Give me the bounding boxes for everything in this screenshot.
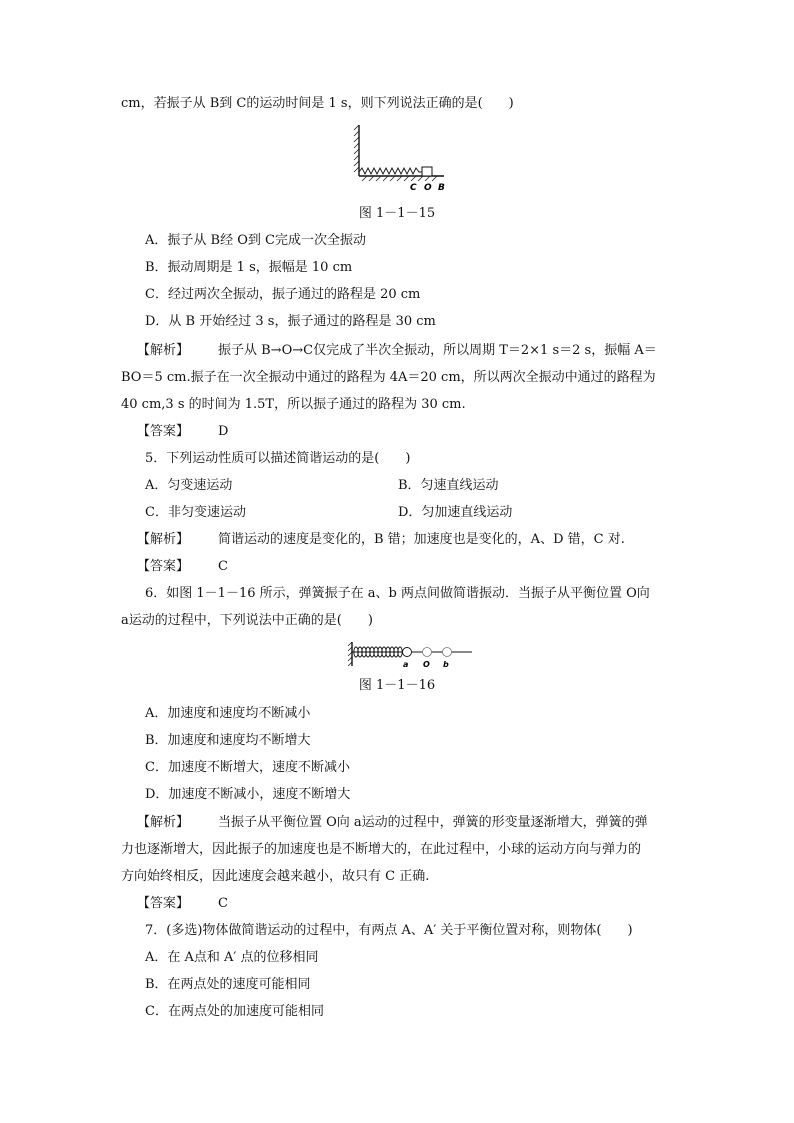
q4-analysis-line-3: 40 cm,3 s 的时间为 1.5T，所以振子通过的路程为 30 cm. [121,397,466,412]
q4-option-d: D．从 B 开始经过 3 s，振子通过的路程是 30 cm [145,314,436,329]
q6-answer-tag: 【答案】 [137,896,190,911]
q4-option-c: C．经过两次全振动，振子通过的路程是 20 cm [145,287,421,302]
label-O: O [424,183,432,193]
figure-caption-16: 图 1－1－16 [358,678,436,693]
q4-stem-tail: cm，若振子从 B到 C的运动时间是 1 s，则下列说法正确的是( ) [121,96,514,111]
floor-hatch [362,176,437,181]
ball-at-O [423,648,432,657]
q6-answer: C [218,896,228,911]
oscillator-block [422,167,432,176]
q7-option-c: C．在两点处的加速度可能相同 [145,1004,324,1019]
q4-option-a: A．振子从 B经 O到 C完成一次全振动 [145,233,366,248]
q6-option-b: B．加速度和速度均不断增大 [145,733,311,748]
label-a: a [403,660,409,669]
q7-option-b: B．在两点处的速度可能相同 [145,977,311,992]
q4-analysis-line-1: 振子从 B→O→C仅完成了半次全振动，所以周期 T＝2×1 s＝2 s，振幅 A＝ [218,343,657,358]
q6-analysis-tag: 【解析】 [137,815,190,830]
q4-answer-tag: 【答案】 [137,424,190,439]
figure-caption-15: 图 1－1－15 [358,206,436,221]
label-C: C [410,183,417,193]
q4-analysis-line-2: BO＝5 cm.振子在一次全振动中通过的路程为 4A＝20 cm，所以两次全振动中通过的路程为 [121,370,656,385]
q5-answer: C [218,559,228,574]
ball-at-b [443,648,452,657]
spring [359,168,422,174]
q6-option-a: A．加速度和速度均不断减小 [145,706,311,721]
figure-1-1-15 [350,120,450,196]
label-b: b [443,660,449,669]
q6-analysis-line-3: 方向始终相反，因此速度会越来越小，故只有 C 正确. [121,869,430,884]
q5-option-a: A．匀变速运动 [145,478,233,493]
figure-1-1-16 [346,640,476,670]
q6-analysis-line-2: 力也逐渐增大，因此振子的加速度也是不断增大的，在此过程中，小球的运动方向与弹力的 [121,842,642,857]
q5-analysis: 简谐运动的速度是变化的，B 错；加速度也是变化的，A、D 错，C 对. [218,532,625,547]
q6-option-d: D．加速度不断减小，速度不断增大 [145,787,351,802]
q4-analysis-tag: 【解析】 [137,343,190,358]
q6-stem-line-2: a运动的过程中，下列说法中正确的是( ) [121,613,373,628]
label-O: O [423,660,430,669]
ball-at-a [403,648,412,657]
q5-answer-tag: 【答案】 [137,559,190,574]
q4-option-b: B．振动周期是 1 s，振幅是 10 cm [145,260,353,275]
q4-answer: D [218,424,229,439]
label-B: B [438,183,445,193]
q7-option-a: A．在 A点和 A′ 点的位移相同 [145,950,319,965]
q6-analysis-line-1: 当振子从平衡位置 O向 a运动的过程中，弹簧的形变量逐渐增大，弹簧的弹 [218,815,648,830]
q5-analysis-tag: 【解析】 [137,532,190,547]
q5-option-b: B．匀速直线运动 [398,478,499,493]
q6-option-c: C．加速度不断增大，速度不断减小 [145,760,350,775]
q7-stem: 7．(多选)物体做简谐运动的过程中，有两点 A、A′ 关于平衡位置对称，则物体( ) [145,923,633,938]
q5-stem: 5．下列运动性质可以描述简谐运动的是( ) [145,451,411,466]
wall-hatch [354,125,359,172]
q6-stem-line-1: 6．如图 1－1－16 所示，弹簧振子在 a、b 两点间做简谐振动．当振子从平衡位置 O向 [145,586,650,601]
q5-option-c: C．非匀变速运动 [145,505,246,520]
q5-option-d: D．匀加速直线运动 [398,505,513,520]
